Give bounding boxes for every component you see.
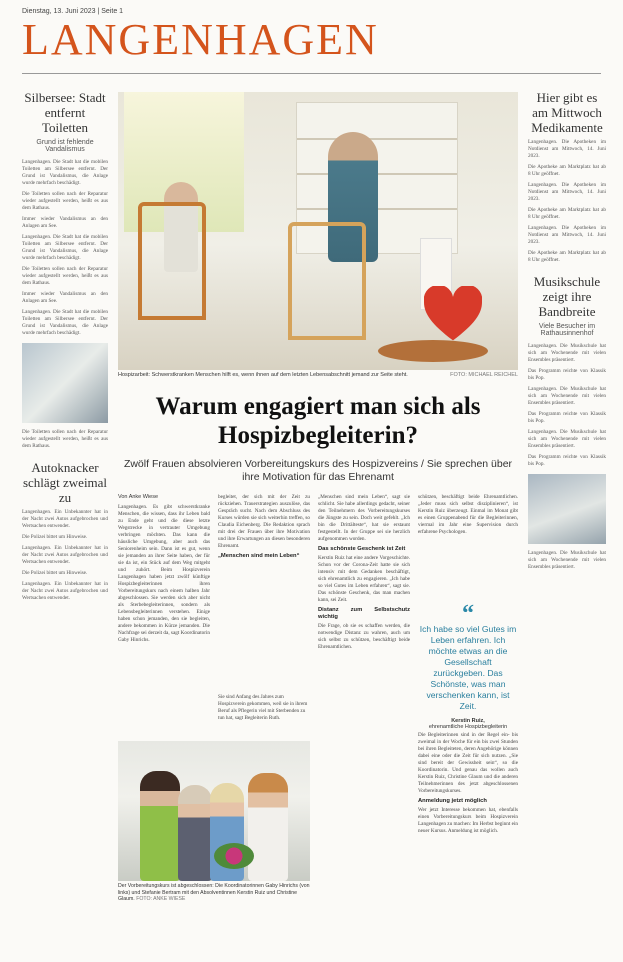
article-text: begleitet, der sich mit der Zeit zu rückziehen. Trauerstrategien auszulöse, das Gespräch sucht. Nach dem Abschluss des Kurses würden sie sich weiterhin treffen, so Claudia Eichenberg. Die Redaktion sprach mit drei der Frauen über ihre Motivation und ihre Erwartungen an diesen besonderen Ehrenamt. [218, 494, 310, 549]
masthead: LANGENHAGEN [22, 15, 379, 64]
article-text: Die Begleiterinnen sind in der Regel ein- bis zweimal in der Woche für ein bis zwei Stunden bei ihren Begleiteten, deren Angehörige können dabei eine oder die Zeit für sich nutzen. „Sie sind bereit der Gewissheit sein“, so die Koordinatorin. Und genau das wollen auch Kerstin Ruiz, Christine Glaum und die anderen Teilnehmerinnen des jetzt abgeschlossenen Vorbereitungskurses. [418, 732, 518, 794]
right-photo [528, 474, 606, 544]
group-photo [118, 741, 310, 881]
article-headline: Warum engagiert man sich als Hospizbegleiterin? [155, 393, 481, 449]
right-paragraph-2: Langenhagen. Die Musikschule hat sich am Wochenende mit vielen Ensembles präsentiert. [528, 550, 606, 570]
right-subhead-2: Viele Besucher im Rathausinnenhof [538, 323, 596, 337]
left-subhead: Grund ist fehlende Vandalismus [36, 139, 94, 153]
right-paragraph: Die Apotheke am Marktplatz hat ab 8 Uhr geöffnet. [528, 164, 606, 177]
photo2-credit: FOTO: ANKE WIESE [136, 896, 186, 902]
left-paragraph-2: Langenhagen. Ein Unbekannter hat in der Nacht zwei Autos aufgebrochen und Wertsachen entwendet. [22, 545, 108, 565]
photo1-caption [118, 372, 518, 378]
quote-source [418, 718, 518, 730]
heart-icon [424, 286, 482, 344]
left-paragraph: Langenhagen. Die Stadt hat die mobilen Toiletten am Silbersee entfernt. Der Grund ist Vandalismus, die Anlage wurde mehrfach beschädigt. [22, 234, 108, 261]
dateline: Dienstag, 13. Juni 2023 | Seite 1 [22, 8, 124, 15]
right-paragraph-2: Langenhagen. Die Musikschule hat sich am Wochenende mit vielen Ensembles präsentiert. [528, 343, 606, 363]
masthead-rule [22, 73, 601, 74]
article-subhead: Distanz zum Selbstschutz wichtig [318, 607, 410, 620]
article-text: Kerstin Ruiz hat eine andere Vorgeschichte. Schon vor der Corona-Zeit hatte sie sich intensiv mit dem Gedanken beschäftigt, sich ehrenamtlich zu engagieren. „Ich habe so viel Gutes im Leben erfahren“, sagt sie. Das schönste Geschenk, das man machen kann, sei Zeit. [318, 555, 410, 603]
person-figure [248, 773, 288, 881]
photo1-caption-text: Hospizarbeit: Schwerstkranken Menschen hilft es, wenn ihnen auf dem letzten Lebensabschnitt jemand zur Seite steht. [118, 372, 408, 378]
left-paragraph-2: Die Polizei bittet um Hinweise. [22, 570, 88, 576]
left-paragraph: Die Toiletten sollen nach der Reparatur wieder aufgestellt werden, heißt es aus dem Rathaus. [22, 191, 108, 211]
left-paragraph: Immer wieder Vandalismus an den Anlagen am See. [22, 291, 108, 304]
left-headline-2: Autoknacker schlägt zweimal zu [22, 460, 108, 505]
quote-role: ehrenamtliche Hospizbegleiterin [428, 724, 508, 730]
left-paragraph-2: Langenhagen. Ein Unbekannter hat in der Nacht zwei Autos aufgebrochen und Wertsachen entwendet. [22, 581, 108, 601]
article-column-3 [318, 494, 410, 954]
right-headline: Hier gibt es am Mittwoch Medikamente [531, 90, 603, 135]
photo2-caption-text: Der Vorbereitungskurs ist abgeschlossen: Die Koordinatorinnen Gaby Hinrichs (von links) und Stefanie Bertram mit den Absolventinnen Kerstin Ruiz und Christine Glaum. [118, 883, 310, 902]
article-subhead: Das schönste Geschenk ist Zeit [318, 546, 406, 552]
article-subhead: Anmeldung jetzt möglich [418, 798, 487, 804]
right-paragraph-2: Das Programm reichte von Klassik bis Pop. [528, 411, 606, 424]
article-text: Wer jetzt Interesse bekommen hat, ebenfalls einen Vorbereitungskurs beim Hospizverein Langenhagen zu machen: Im Herbst beginnt ein neuer Kursus. Anmeldung ist möglich. [418, 807, 518, 834]
byline: Von Anke Wiese [118, 494, 159, 500]
wooden-chair [288, 222, 366, 340]
right-paragraph: Die Apotheke am Marktplatz hat ab 8 Uhr geöffnet. [528, 207, 606, 220]
hospice-room-photo [118, 92, 518, 370]
article-text: schützen, beschäftigt beide Ehrenamtlichen. „Jeder muss sich selbst disziplinieren“, ist Kerstin Ruiz überzeugt. Einmal im Monat gibt es einen Gruppenabend für die Begleiterinnen, viermal im Jahr eine Supervision durch erfahrene Psychologen. [418, 494, 518, 535]
left-paragraph: Immer wieder Vandalismus an den Anlagen am See. [22, 216, 108, 229]
photo2-caption [118, 883, 310, 903]
article-column-2 [218, 494, 310, 694]
article-body [118, 494, 518, 954]
left-paragraph: Langenhagen. Die Stadt hat die mobilen Toiletten am Silbersee entfernt. Der Grund ist Vandalismus, die Anlage wurde mehrfach beschädigt. [22, 309, 108, 336]
right-paragraph: Die Apotheke am Marktplatz hat ab 8 Uhr geöffnet. [528, 250, 606, 263]
right-column [528, 88, 606, 868]
left-paragraph-2: Die Polizei bittet um Hinweise. [22, 534, 88, 540]
person-figure [140, 771, 180, 881]
quote-icon: “ [462, 601, 474, 627]
pull-quote [418, 601, 518, 730]
right-headline-2: Musikschule zeigt ihre Bandbreite [533, 274, 601, 319]
left-photo [22, 343, 108, 423]
right-paragraph-2: Das Programm reichte von Klassik bis Pop. [528, 454, 606, 467]
right-paragraph-2: Langenhagen. Die Musikschule hat sich am Wochenende mit vielen Ensembles präsentiert. [528, 386, 606, 406]
right-paragraph-2: Das Programm reichte von Klassik bis Pop. [528, 368, 606, 381]
quote-name: Kerstin Ruiz, [451, 718, 485, 724]
photo1-credit: FOTO: MICHAEL REICHEL [450, 372, 518, 378]
left-headline: Silbersee: Stadt entfernt Toiletten [24, 90, 106, 135]
article-column-4b [418, 732, 518, 962]
left-paragraph: Die Toiletten sollen nach der Reparatur wieder aufgestellt werden, heißt es aus dem Rathaus. [22, 429, 108, 449]
left-paragraph: Die Toiletten sollen nach der Reparatur wieder aufgestellt werden, heißt es aus dem Rathaus. [22, 266, 108, 286]
article-text: Sie sind Anfang des Jahres zum Hospizverein gekommen, weil sie in ihrem Beruf als Pflegerin viel mit Sterbenden zu tun hat, sagt Begleiterin Ruth. [218, 694, 308, 721]
flower-pot [214, 843, 254, 869]
left-column [22, 88, 108, 868]
quote-text: Ich habe so viel Gutes im Leben erfahren. Ich möchte etwas an die Gesellschaft zurückgeben. Das Schönste, was man verschenken kann, ist Zeit. [419, 624, 517, 711]
article-subhead: „Menschen sind mein Leben“ [218, 553, 300, 559]
article-text: „Menschen sind mein Leben“, sagt sie schlicht. Sie habe allerdings gedacht, seiner den Teilnehmern des Vorbereitungskurses die Jüngste zu sein. Doch weit gefehlt. „Ich bin die Drittälteste“, hat sie erstaunt festgestellt. In der Gruppe sei sie herzlich aufgenommen worden. [318, 494, 410, 542]
article-dek: Zwölf Frauen absolvieren Vorbereitungskurs des Hospizvereins / Sie sprechen über ihre Motivation für das Ehrenamt [123, 458, 513, 483]
right-paragraph: Langenhagen. Die Apotheken im Notdienst am Mittwoch, 14. Juni 2023. [528, 182, 606, 202]
person-figure [178, 785, 212, 881]
right-paragraph: Langenhagen. Die Apotheken im Notdienst am Mittwoch, 14. Juni 2023. [528, 139, 606, 159]
article-text: Die Frage, ob sie es schaffen werden, die notwendige Distanz zu wahren, auch um sich selbst zu schützen, beschäftigt beide Ehrenamtlichen. [318, 623, 410, 650]
right-paragraph: Langenhagen. Die Apotheken im Notdienst am Mittwoch, 14. Juni 2023. [528, 225, 606, 245]
side-table [378, 340, 488, 362]
wooden-chair [138, 202, 206, 320]
article-column-2b [218, 694, 310, 738]
left-paragraph: Langenhagen. Die Stadt hat die mobilen Toiletten am Silbersee entfernt. Der Grund ist Vandalismus, die Anlage wurde mehrfach beschädigt. [22, 159, 108, 186]
main-article [118, 92, 518, 954]
article-column-4 [418, 494, 518, 602]
article-text: Langenhagen. Es gibt schwerstkranke Menschen, die wissen, dass ihr Leben bald zu Ende geht und die diese letzte Wegstrecke in vertrauter Umgebung verbringen möchten. Das kann die häusliche Umgebung, aber auch das Seniorenheim sein. Dann ist es gut, wenn sie jemanden an ihrer Seite haben, der für sie da ist, ein Stück auf dem Weg mitgeht und zuhört. Beim Hospizverein Langenhagen haben jetzt zwölf künftige Hospizbegleiterinnen ihren Vorbereitungskurs nach einem halben Jahr abgeschlossen. Sie werden sich aber nicht als Sterbebegleiterinnen, sondern als Lebensbegleiterinnen verstehen. Einige haben schon jemanden, den sie begleiten, andere bekommen in Kürze jemanden. Die Nachfrage sei derzeit da, sagt Koordinatorin Gaby Hinrichs. [118, 504, 210, 643]
left-paragraph-2: Langenhagen. Ein Unbekannter hat in der Nacht zwei Autos aufgebrochen und Wertsachen entwendet. [22, 509, 108, 529]
right-paragraph-2: Langenhagen. Die Musikschule hat sich am Wochenende mit vielen Ensembles präsentiert. [528, 429, 606, 449]
